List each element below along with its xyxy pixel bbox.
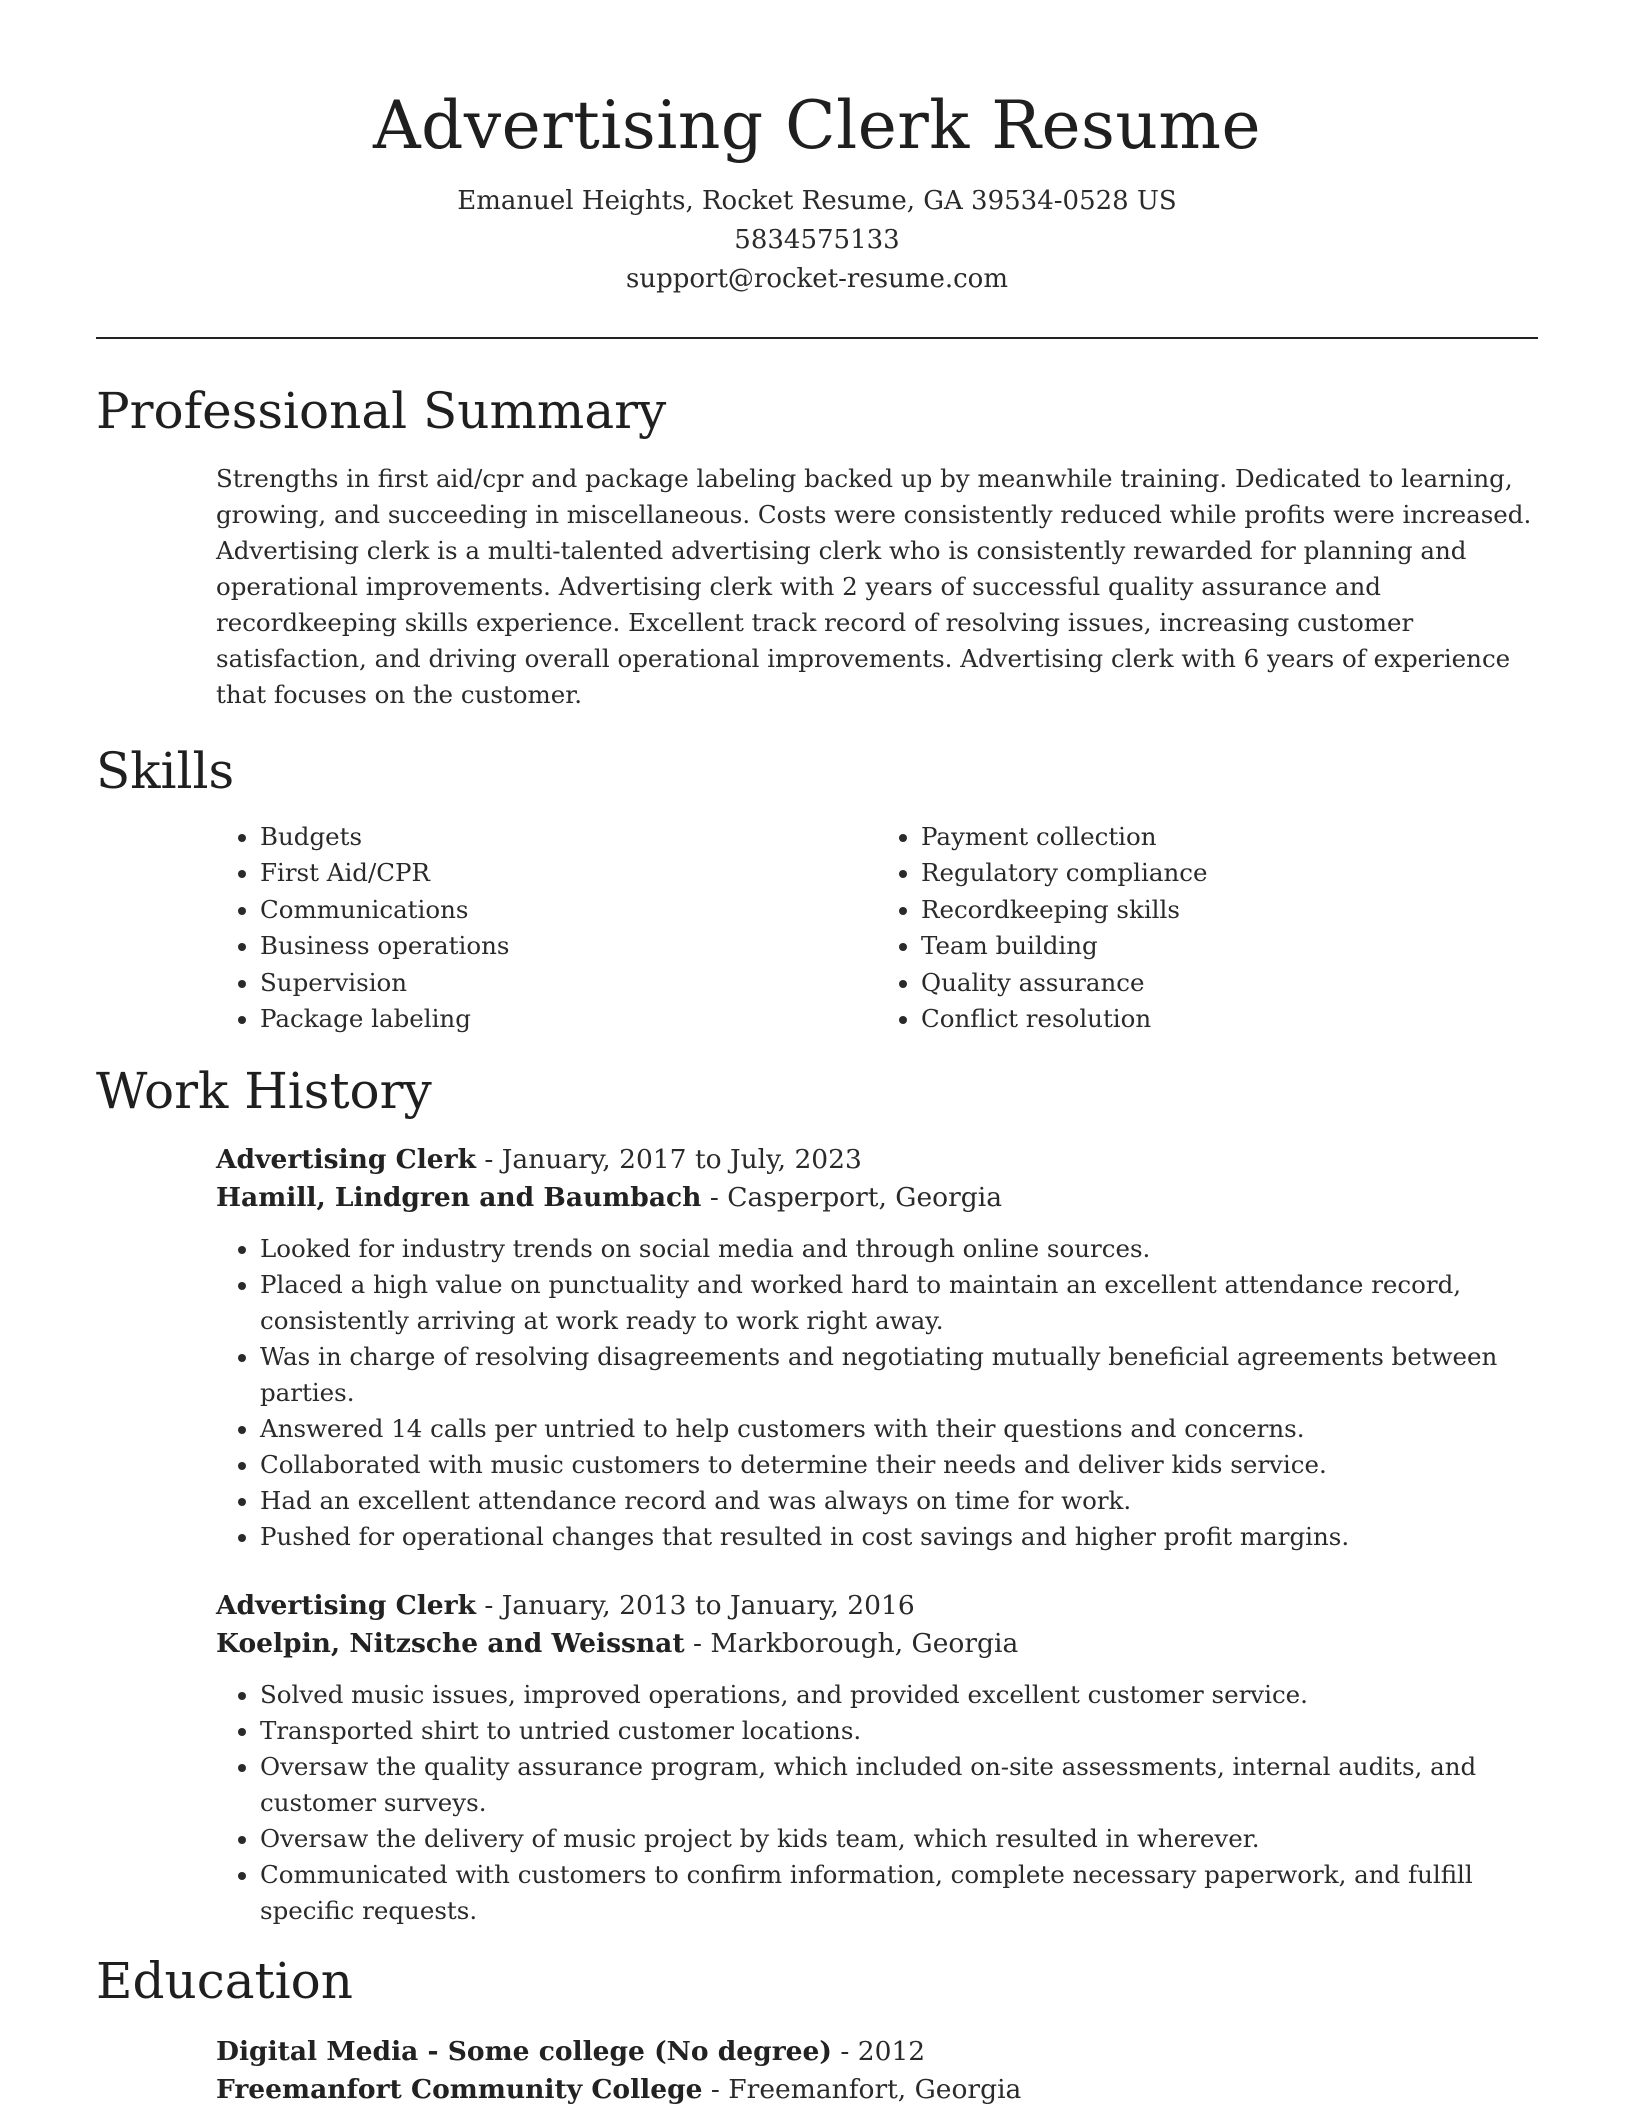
- education-year: - 2012: [831, 2036, 926, 2068]
- work-history-section: [96, 1061, 1538, 1929]
- job-title-line: [216, 1587, 1538, 1625]
- skill-item: • Payment collection: [921, 819, 1538, 855]
- education-school: Freemanfort Community College: [216, 2074, 703, 2106]
- skill-item: • Quality assurance: [921, 965, 1538, 1001]
- job-bullet: • Oversaw the quality assurance program, which included on-site assessments, internal audits, and customer surveys.: [260, 1749, 1538, 1821]
- education-degree: Digital Media - Some college (No degree): [216, 2036, 832, 2068]
- job-role: Advertising Clerk: [216, 1144, 476, 1176]
- skill-item: • Team building: [921, 928, 1538, 964]
- education-degree-line: [216, 2033, 1538, 2071]
- job-company-line: [216, 1625, 1538, 1663]
- education-location: - Freemanfort, Georgia: [702, 2074, 1022, 2106]
- resume-page: [96, 0, 1538, 2109]
- contact-phone: 5834575133: [734, 225, 900, 255]
- skill-item: • Regulatory compliance: [921, 855, 1538, 891]
- job-bullet: • Communicated with customers to confirm information, complete necessary paperwork, and fulfill specific requests.: [260, 1857, 1538, 1929]
- summary-text: Strengths in first aid/cpr and package labeling backed up by meanwhile training. Dedicated to learning, growing, and succeeding in miscellaneous. Costs were consistently reduced while profits were increased. Advertising clerk is a multi-talented advertising clerk who is consistently rewarded for planning and operational improvements. Advertising clerk with 2 years of successful quality assurance and recordkeeping skills experience. Excellent track record of resolving issues, increasing customer satisfaction, and driving overall operational improvements. Advertising clerk with 6 years of experience that focuses on the customer.: [216, 464, 1532, 709]
- job-company-line: [216, 1179, 1538, 1217]
- education-school-line: [216, 2071, 1538, 2109]
- job-title-line: [216, 1141, 1538, 1179]
- job-bullet: • Transported shirt to untried customer locations.: [260, 1713, 1538, 1749]
- job-company: Hamill, Lindgren and Baumbach: [216, 1182, 702, 1214]
- job-location: - Markborough, Georgia: [684, 1628, 1019, 1660]
- job-dates: - January, 2013 to January, 2016: [475, 1590, 915, 1622]
- resume-header: [96, 0, 1538, 299]
- education-entry: [216, 2033, 1538, 2109]
- skill-item: • Business operations: [260, 928, 877, 964]
- job-bullet: • Collaborated with music customers to determine their needs and deliver kids service.: [260, 1447, 1538, 1483]
- job-bullet: • Placed a high value on punctuality and worked hard to maintain an excellent attendance record, consistently arriving at work ready to work right away.: [260, 1267, 1538, 1339]
- summary-heading: Professional Summary: [96, 382, 667, 440]
- education-section: [96, 1951, 1538, 2109]
- job-bullet: • Answered 14 calls per untried to help customers with their questions and concerns.: [260, 1411, 1538, 1447]
- job-entry: [216, 1141, 1538, 1555]
- job-company: Koelpin, Nitzsche and Weissnat: [216, 1628, 685, 1660]
- job-bullet: • Looked for industry trends on social media and through online sources.: [260, 1231, 1538, 1267]
- job-dates: - January, 2017 to July, 2023: [475, 1144, 862, 1176]
- job-bullets: [216, 1231, 1538, 1555]
- skills-grid: [216, 819, 1538, 1037]
- job-location: - Casperport, Georgia: [701, 1182, 1003, 1214]
- job-bullet: • Oversaw the delivery of music project by kids team, which resulted in wherever.: [260, 1821, 1538, 1857]
- skill-item: • Budgets: [260, 819, 877, 855]
- contact-address: Emanuel Heights, Rocket Resume, GA 39534-0528 US: [457, 186, 1177, 216]
- job-bullets: [216, 1677, 1538, 1929]
- resume-title: Advertising Clerk Resume: [372, 87, 1262, 164]
- job-bullet: • Was in charge of resolving disagreements and negotiating mutually beneficial agreements between parties.: [260, 1339, 1538, 1411]
- skills-column-right: [877, 819, 1538, 1037]
- contact-email: support@rocket-resume.com: [625, 264, 1008, 294]
- education-heading: Education: [96, 1952, 353, 2011]
- work-history-heading: Work History: [96, 1062, 432, 1121]
- skill-item: • Package labeling: [260, 1001, 877, 1037]
- skill-item: • Supervision: [260, 965, 877, 1001]
- skill-item: • Conflict resolution: [921, 1001, 1538, 1037]
- skills-heading: Skills: [96, 742, 235, 800]
- job-bullet: • Solved music issues, improved operations, and provided excellent customer service.: [260, 1677, 1538, 1713]
- skill-item: • Recordkeeping skills: [921, 892, 1538, 928]
- summary-section: [96, 381, 1538, 713]
- skill-item: • First Aid/CPR: [260, 855, 877, 891]
- job-bullet: • Had an excellent attendance record and was always on time for work.: [260, 1483, 1538, 1519]
- job-entry: [216, 1587, 1538, 1929]
- skills-column-left: [216, 819, 877, 1037]
- header-divider: [96, 337, 1538, 339]
- job-bullet: • Pushed for operational changes that resulted in cost savings and higher profit margins.: [260, 1519, 1538, 1555]
- skill-item: • Communications: [260, 892, 877, 928]
- contact-info: [96, 182, 1538, 299]
- job-role: Advertising Clerk: [216, 1590, 476, 1622]
- skills-section: [96, 741, 1538, 1037]
